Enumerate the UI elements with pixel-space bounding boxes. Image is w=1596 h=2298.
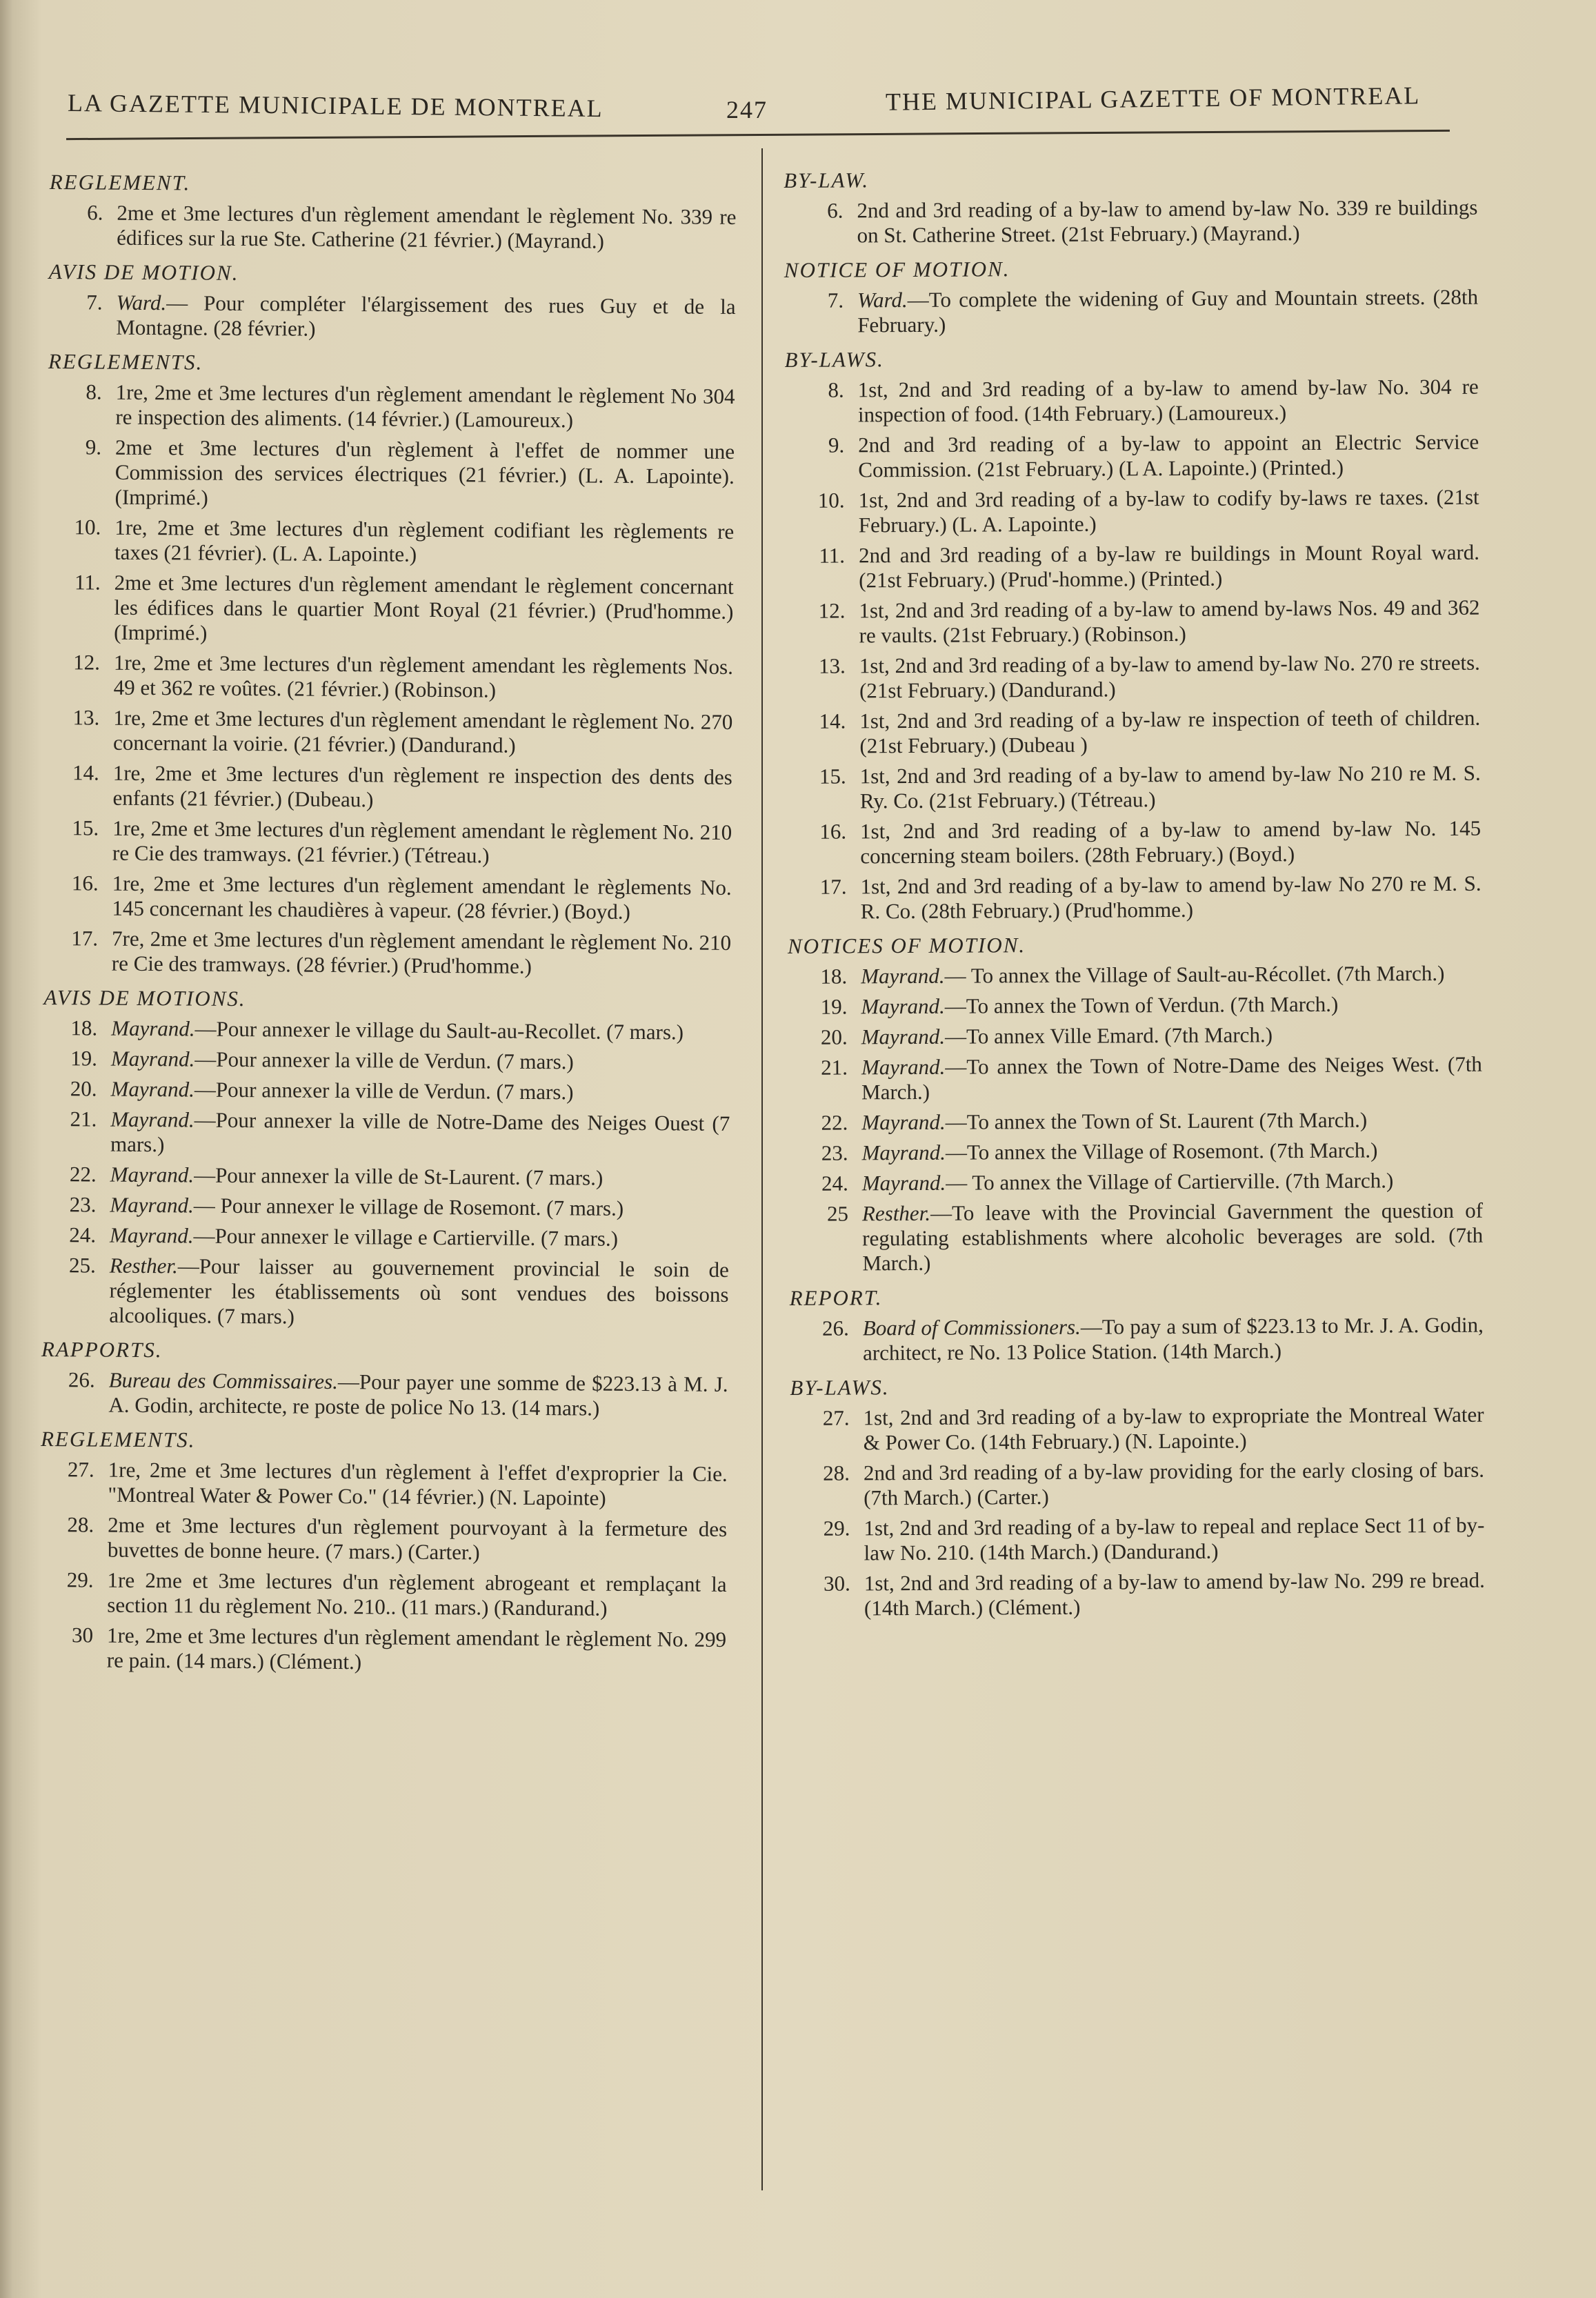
item-text: 1st, 2nd and 3rd reading of a by-law to amend by-laws Nos. 49 and 362 re vaults. (21st February.) (Robinson.) (859, 595, 1480, 648)
item-text: —To annex Ville Emard. (7th March.) (944, 1022, 1273, 1049)
item-text: 1re, 2me et 3me lectures d'un règlement re inspection des dents des enfants (21 février.) (Dubeau.) (112, 760, 732, 812)
item-number: 11. (74, 570, 101, 595)
list-item (788, 1513, 1484, 1566)
list-item (41, 871, 731, 925)
item-number: 21. (821, 1055, 848, 1080)
header-rule (66, 130, 1450, 140)
item-number: 19. (820, 994, 848, 1019)
item-text: —To pay a sum of $223.13 to Mr. J. A. Godin, architect, re No. 13 Police Station. (14th March.) (862, 1312, 1484, 1365)
list-item (786, 1052, 1482, 1105)
item-number: 14. (819, 709, 846, 733)
mover-name: Mayrand. (110, 1162, 194, 1187)
item-number: 10. (817, 488, 845, 513)
english-column (781, 155, 1485, 1627)
item-number: 16. (819, 819, 847, 844)
item-text: 1st, 2nd and 3rd reading of a by-law to amend by-law No 210 re M. S. Ry. Co. (21st February.) (Tétreau.) (859, 760, 1481, 813)
list-item (788, 1458, 1484, 1511)
list-item (785, 991, 1482, 1020)
item-text: 1st, 2nd and 3rd reading of a by-law re inspection of teeth of children. (21st February.) (Dubeau ) (859, 705, 1481, 758)
list-item (786, 1022, 1482, 1050)
section-heading: BY-LAW. (784, 168, 870, 192)
item-number: 15. (819, 764, 846, 789)
item-text: 1re, 2me et 3me lectures d'un règlement amendant le règlement No 304 re inspection des aliments. (14 février.) (Lamoureux.) (115, 379, 735, 433)
list-item (39, 1253, 729, 1332)
item-number: 18. (70, 1016, 98, 1040)
mover-name: Resther. (861, 1200, 931, 1226)
mover-name: Mayrand. (861, 1024, 946, 1049)
header-french-title: LA GAZETTE MUNICIPALE DE MONTREAL (67, 88, 604, 123)
item-number: 15. (72, 815, 99, 840)
mover-name: Mayrand. (861, 963, 945, 989)
section-heading: RAPPORTS. (41, 1336, 163, 1363)
list-item (40, 1076, 730, 1106)
list-item (42, 760, 732, 815)
list-item (783, 485, 1479, 538)
item-number: 26. (68, 1367, 95, 1392)
list-item (45, 379, 735, 434)
page-number: 247 (726, 96, 768, 123)
section-heading: AVIS DE MOTIONS. (43, 984, 246, 1011)
list-item (43, 650, 733, 704)
item-text: 2nd and 3rd reading of a by-law providing for the early closing of bars. (7th March.) (Carter.) (863, 1457, 1485, 1510)
mover-name: Mayrand. (861, 1170, 946, 1196)
list-item (781, 285, 1478, 338)
item-text: 1re, 2me et 3me lectures d'un règlement amendant le règlement No. 210 re Cie des tramways. (21 février.) (Tétreau.) (112, 815, 732, 868)
item-number: 16. (71, 871, 99, 895)
item-number: 30. (823, 1571, 850, 1596)
header-english-title: THE MUNICIPAL GAZETTE OF MONTREAL (885, 81, 1421, 116)
mover-name: Mayrand. (110, 1107, 194, 1132)
mover-name: Ward. (857, 288, 908, 313)
mover-name: Mayrand. (861, 993, 945, 1019)
item-text: 1re, 2me et 3me lectures d'un règlement amendant les règlements Nos. 49 et 362 re voûtes. (21 février.) (Robinson.) (113, 650, 734, 702)
list-item (43, 570, 734, 649)
list-item (786, 1168, 1483, 1196)
section-heading: REPORT. (789, 1285, 883, 1310)
list-item (786, 1107, 1482, 1136)
item-number: 12. (818, 598, 846, 623)
item-number: 25. (68, 1253, 96, 1278)
list-item (782, 375, 1479, 428)
list-item (41, 926, 731, 980)
list-item (44, 515, 734, 569)
item-text: —To complete the widening of Guy and Mountain streets. (28th February.) (857, 284, 1479, 337)
item-text: 1re 2me et 3me lectures d'un règlement abrogeant et remplaçant la section 11 du règlement No. 210.. (11 mars.) (Randurand.) (107, 1567, 727, 1621)
item-text: 1re, 2me et 3me lectures d'un règlement à l'effet d'exproprier la Cie. "Montreal Water & Power Co." (14 février.) (N. Lapointe) (108, 1457, 728, 1510)
item-number: 13. (819, 653, 846, 678)
item-number: 9. (828, 433, 845, 457)
item-text: 1re, 2me et 3me lectures d'un règlement amendant le règlement No. 299 re pain. (14 mars.) (Clément.) (106, 1623, 727, 1674)
item-text: 2me et 3me lectures d'un règlement amendant le règlement concernant les édifices dans le quartier Mont Royal (21 février.) (Prud'homme.) (Imprimé.) (114, 570, 734, 645)
item-text: 2me et 3me lectures d'un règlement pourvoyant à la fermeture des buvettes de bonne heure. (7 mars.) (Carter.) (107, 1512, 728, 1565)
section-heading: REGLEMENTS. (48, 349, 203, 375)
item-text: 1st, 2nd and 3rd reading of a by-law to codify by-laws re taxes. (21st February.) (L. A. Lapointe.) (858, 484, 1479, 537)
item-number: 7. (827, 288, 844, 313)
item-number: 29. (823, 1516, 850, 1541)
list-item (784, 706, 1480, 759)
item-text: —Pour payer une somme de $223.13 à M. J. A. Godin, architecte, re poste de police No 13. (14 mars.) (108, 1369, 728, 1420)
mover-name: Bureau des Commissaires. (108, 1367, 339, 1394)
item-number: 19. (70, 1046, 98, 1071)
list-item (781, 195, 1477, 248)
mover-name: Resther. (109, 1253, 178, 1278)
item-text: —To annex the Town of Notre-Dame des Neiges West. (7th March.) (861, 1051, 1482, 1105)
list-item (783, 595, 1479, 648)
item-text: —Pour annexer la ville de St-Laurent. (7 mars.) (194, 1162, 604, 1190)
item-text: 1re, 2me et 3me lectures d'un règlement codifiant les règlements re taxes (21 février). (L. A. Lapointe.) (114, 515, 735, 566)
list-item (41, 1046, 730, 1076)
mover-name: Mayrand. (110, 1222, 194, 1248)
list-item (787, 1403, 1484, 1456)
item-text: 1st, 2nd and 3rd reading of a by-law to amend by-law No. 270 re streets. (21st February.) (Dandurand.) (859, 650, 1480, 703)
item-number: 30 (71, 1623, 94, 1647)
section-heading: BY-LAWS. (790, 1375, 890, 1400)
item-number: 6. (87, 200, 103, 225)
item-number: 20. (820, 1024, 848, 1049)
item-text: 2nd and 3rd reading of a by-law to amend by-law No. 339 re buildings on St. Catherine Street. (21st February.) (Mayrand.) (857, 195, 1478, 248)
list-item (786, 1138, 1482, 1166)
list-item (38, 1367, 728, 1422)
list-item (37, 1567, 726, 1622)
item-number: 13. (72, 705, 100, 730)
item-text: 1re, 2me et 3me lectures d'un règlement amendant le règlement No. 270 concernant la voirie. (21 février.) (Dandurand.) (112, 705, 733, 757)
page-header (68, 81, 1447, 123)
item-text: —To leave with the Provincial Gavernment the question of regulating establishments where alcoholic beverages are sold. (7th March.) (862, 1198, 1484, 1276)
list-item (39, 1222, 729, 1252)
item-text: —Pour annexer la ville de Verdun. (7 mars.) (194, 1077, 574, 1105)
list-item (40, 1107, 730, 1161)
list-item (788, 1568, 1485, 1621)
section-heading: BY-LAWS. (784, 347, 884, 372)
item-text: 2nd and 3rd reading of a by-law to appoint an Electric Service Commission. (21st February.) (L A. Lapointe.) (Printed.) (858, 429, 1479, 482)
list-item (43, 705, 732, 760)
item-text: 1re, 2me et 3me lectures d'un règlement amendant le règlements No. 145 concernant les chaudières à vapeur. (28 février.) (Boyd.) (112, 871, 732, 924)
column-divider (761, 148, 763, 2190)
item-text: — Pour annexer le village de Rosemont. (7 mars.) (193, 1193, 624, 1220)
item-text: —To annex the Village of Rosemont. (7th March.) (945, 1138, 1378, 1165)
item-number: 7. (86, 290, 103, 315)
list-item (46, 200, 736, 255)
item-number: 28. (67, 1512, 94, 1537)
item-number: 22. (69, 1162, 97, 1187)
item-text: —To annex the Town of Verdun. (7th March.) (944, 991, 1339, 1018)
list-item (784, 871, 1481, 924)
mover-name: Mayrand. (110, 1192, 194, 1218)
list-item (37, 1512, 727, 1567)
item-text: 1st, 2nd and 3rd reading of a by-law to amend by-law No. 145 concerning steam boilers. (28th February.) (Boyd.) (860, 815, 1482, 869)
item-number: 6. (827, 198, 844, 223)
item-number: 27. (822, 1405, 850, 1430)
item-text: 2me et 3me lectures d'un règlement amendant le règlement No. 339 re édifices sur la rue Ste. Catherine (21 février.) (Mayrand.) (117, 200, 737, 253)
list-item (784, 761, 1481, 814)
item-text: 2nd and 3rd reading of a by-law re buildings in Mount Royal ward. (21st February.) (Prud'-homme.) (Printed.) (858, 539, 1480, 593)
item-number: 10. (74, 515, 101, 539)
item-number: 17. (819, 874, 847, 899)
list-item (786, 1198, 1484, 1276)
list-item (40, 1162, 730, 1191)
item-text: 1st, 2nd and 3rd reading of a by-law to repeal and replace Sect 11 of by-law No. 210. (14th March.) (Dandurand.) (864, 1512, 1485, 1565)
item-number: 8. (828, 377, 844, 402)
mover-name: Mayrand. (861, 1054, 946, 1080)
mover-name: Mayrand. (110, 1046, 195, 1071)
item-text: 1st, 2nd and 3rd reading of a by-law to amend by-law No. 299 re bread. (14th March.) (Clément.) (864, 1567, 1485, 1621)
item-number: 23. (69, 1192, 97, 1217)
item-text: 7re, 2me et 3me lectures d'un règlement amendant le règlement No. 210 re Cie des tramways. (28 février.) (Prud'homme.) (111, 926, 732, 978)
section-heading: AVIS DE MOTION. (48, 259, 239, 285)
mover-name: Mayrand. (861, 1109, 946, 1135)
list-item (782, 430, 1479, 483)
mover-name: Ward. (116, 290, 167, 315)
section-heading: NOTICE OF MOTION. (784, 257, 1010, 282)
list-item (37, 1457, 727, 1512)
item-number: 17. (71, 926, 99, 951)
item-number: 25 (826, 1201, 849, 1226)
item-text: — Pour compléter l'élargissement des rues Guy et de la Montagne. (28 février.) (116, 290, 736, 341)
item-text: 1st, 2nd and 3rd reading of a by-law to expropriate the Montreal Water & Power Co. (14th February.) (N. Lapointe.) (863, 1402, 1484, 1455)
mover-name: Mayrand. (110, 1076, 195, 1102)
item-text: 1st, 2nd and 3rd reading of a by-law to amend by-law No. 304 re inspection of food. (14th February.) (Lamoureux.) (857, 374, 1479, 427)
item-text: 1st, 2nd and 3rd reading of a by-law to amend by-law No 270 re M. S. R. Co. (28th February.) (Prud'homme.) (860, 871, 1482, 924)
mover-name: Board of Commissioners. (862, 1314, 1081, 1340)
section-heading: NOTICES OF MOTION. (787, 933, 1026, 958)
item-number: 28. (823, 1460, 850, 1485)
item-number: 14. (72, 760, 99, 785)
item-number: 27. (67, 1457, 94, 1482)
item-text: —Pour annexer la ville de Notre-Dame des Neiges Ouest (7 mars.) (110, 1107, 730, 1157)
french-column (37, 160, 737, 1683)
item-text: —Pour annexer la ville de Verdun. (7 mars.) (194, 1047, 574, 1074)
item-number: 22. (821, 1110, 848, 1135)
item-number: 24. (69, 1222, 97, 1247)
item-text: 2me et 3me lectures d'un règlement à l'effet de nommer une Commission des services électriques (21 février.) (L. A. Lapointe). (Imprimé.) (114, 435, 735, 510)
list-item (39, 1192, 729, 1222)
mover-name: Mayrand. (111, 1016, 195, 1041)
mover-name: Mayrand. (861, 1140, 946, 1165)
list-item (787, 1313, 1484, 1366)
list-item (784, 816, 1481, 869)
item-number: 23. (821, 1140, 848, 1165)
item-number: 29. (66, 1567, 94, 1592)
item-number: 20. (70, 1076, 97, 1101)
list-item (37, 1623, 726, 1677)
item-text: —Pour annexer le village du Sault-au-Recollet. (7 mars.) (194, 1016, 684, 1044)
item-number: 26. (822, 1316, 849, 1340)
section-heading: REGLEMENTS. (40, 1426, 196, 1452)
item-text: — To annex the Village of Sault-au-Récollet. (7th March.) (944, 960, 1445, 988)
list-item (42, 815, 732, 870)
item-text: —To annex the Town of St. Laurent (7th March.) (945, 1107, 1368, 1134)
item-number: 8. (86, 379, 102, 404)
item-number: 24. (821, 1171, 848, 1196)
item-number: 12. (73, 650, 101, 675)
item-number: 18. (820, 964, 848, 989)
list-item (784, 651, 1480, 704)
item-text: — To annex the Village of Cartierville. (7th March.) (946, 1168, 1394, 1195)
item-text: —Pour annexer le village e Cartierville. (7 mars.) (193, 1223, 619, 1251)
item-number: 21. (70, 1107, 97, 1131)
section-heading: REGLEMENT. (49, 170, 191, 195)
list-item (41, 1016, 730, 1045)
list-item (783, 540, 1479, 593)
list-item (46, 290, 735, 344)
item-text: —Pour laisser au gouvernement provincial le soin de réglementer les établissements où sont vendues des boissons alcooliques. (7 mars.) (109, 1254, 729, 1329)
list-item (44, 435, 735, 514)
item-number: 11. (819, 543, 846, 568)
list-item (785, 961, 1482, 989)
item-number: 9. (85, 435, 102, 459)
